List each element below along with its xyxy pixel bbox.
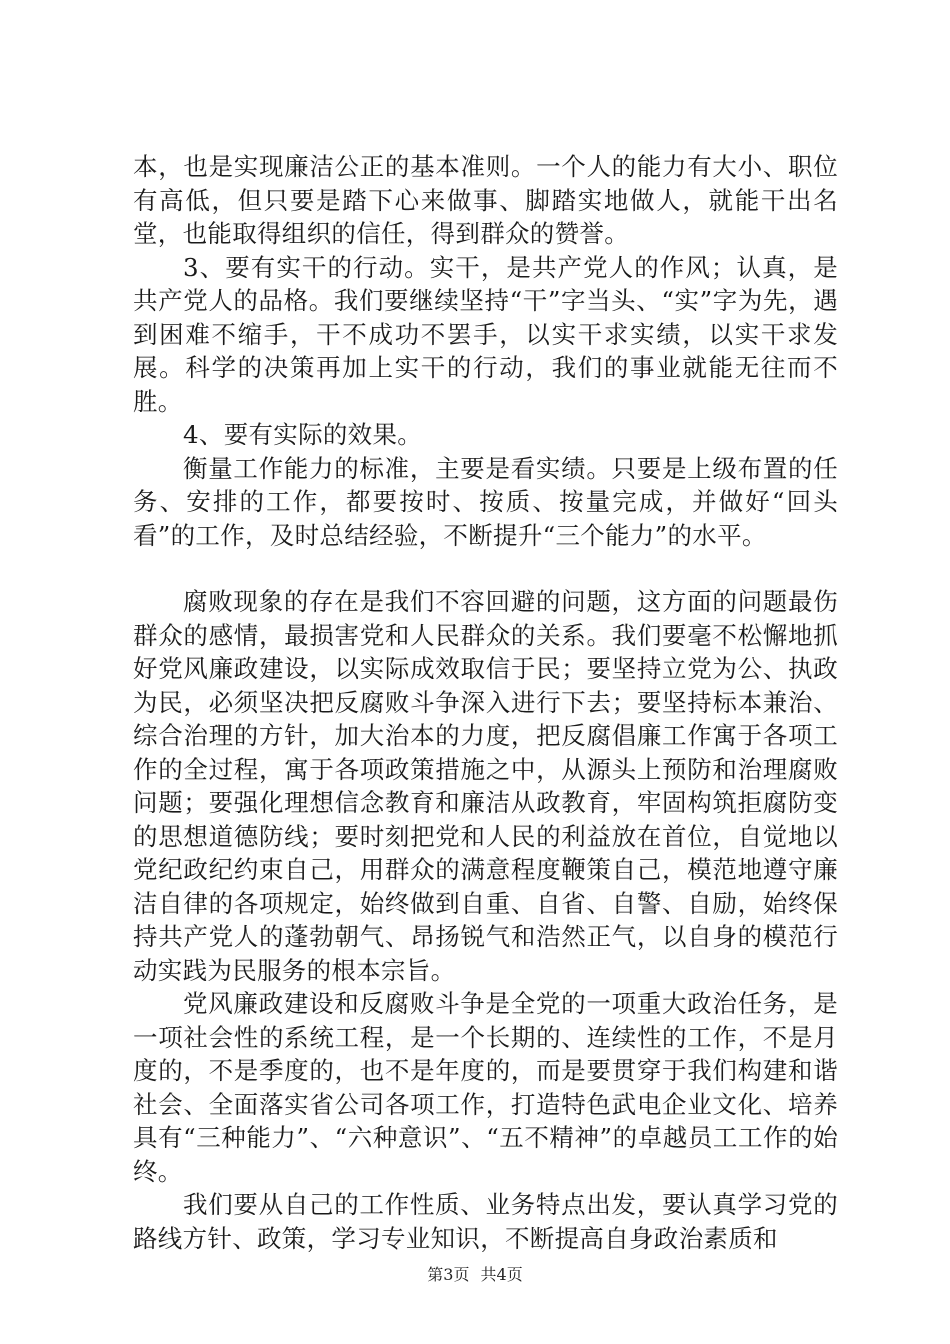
page-number: 第3页 bbox=[427, 1265, 470, 1284]
page-total: 共4页 bbox=[480, 1265, 523, 1284]
paragraph-actual-effect-heading: 4、要有实际的效果。 bbox=[183, 420, 423, 449]
paragraph-integrity-principle: 本，也是实现廉洁公正的基本准则。一个人的能力有大小、职位有高低，但只要是踏下心来做事、脚踏实地做人，就能干出名堂，也能取得组织的信任，得到群众的赞誉。 bbox=[133, 152, 838, 248]
paragraph-practical-action: 3、要有实干的行动。实干，是共产党人的作风；认真，是共产党人的品格。我们要继续坚持“干”字当头、“实”字为先，遇到困难不缩手，干不成功不罢手，以实干求实绩，以实干求发展。科学的决策再加上实干的行动，我们的事业就能无往而不胜。 bbox=[133, 252, 838, 416]
document-body bbox=[133, 150, 838, 1255]
paragraph-anti-corruption: 腐败现象的存在是我们不容回避的问题，这方面的问题最伤群众的感情，最损害党和人民群众的关系。我们要毫不松懈地抓好党风廉政建设，以实际成效取信于民；要坚持立党为公、执政为民，必须坚决把反腐败斗争深入进行下去；要坚持标本兼治、综合治理的方针，加大治本的力度，把反腐倡廉工作寓于各项工作的全过程，寓于各项政策措施之中，从源头上预防和治理腐败问题；要强化理想信念教育和廉洁从政教育，牢固构筑拒腐防变的思想道德防线；要时刻把党和人民的利益放在首位，自觉地以党纪政纪约束自己，用群众的满意程度鞭策自己，模范地遵守廉洁自律的各项规定，始终做到自重、自省、自警、自励，始终保持共产党人的蓬勃朝气、昂扬锐气和浩然正气，以自身的模范行动实践为民服务的根本宗旨。 bbox=[133, 587, 838, 985]
paragraph-gap bbox=[133, 552, 838, 585]
paragraph-party-conduct-task: 党风廉政建设和反腐败斗争是全党的一项重大政治任务，是一项社会性的系统工程，是一个长期的、连续性的工作，不是月度的，不是季度的，也不是年度的，而是要贯穿于我们构建和谐社会、全面落实省公司各项工作，打造特色武电企业文化、培养具有“三种能力”、“六种意识”、“五不精神”的卓越员工工作的始终。 bbox=[133, 989, 838, 1186]
page-footer bbox=[0, 1262, 950, 1285]
paragraph-study-improve: 我们要从自己的工作性质、业务特点出发，要认真学习党的路线方针、政策，学习专业知识，不断提高自身政治素质和 bbox=[133, 1190, 838, 1253]
paragraph-work-ability-standard: 衡量工作能力的标准，主要是看实绩。只要是上级布置的任务、安排的工作，都要按时、按质、按量完成，并做好“回头看”的工作，及时总结经验，不断提升“三个能力”的水平。 bbox=[133, 453, 838, 550]
